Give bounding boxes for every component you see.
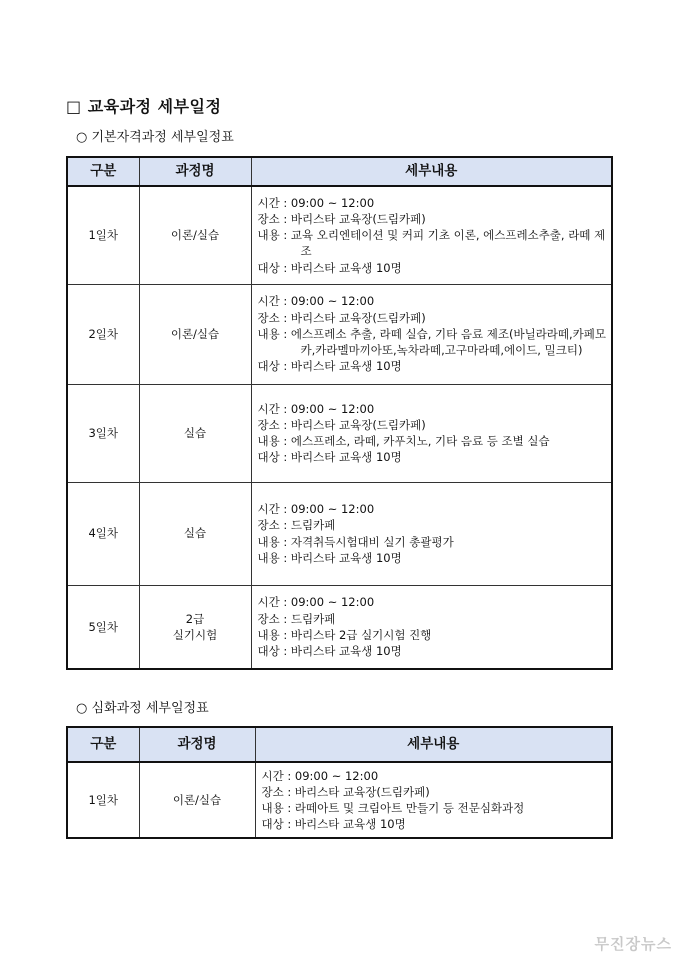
detail-line: 대상 : 바리스타 교육생 10명: [261, 817, 406, 832]
course-cell: 이론/실습: [139, 284, 251, 384]
detail-line: 시간 : 09:00 ~ 12:00: [257, 401, 375, 416]
section2-title: ○ 심화과정 세부일정표: [76, 701, 209, 716]
detail-line: 장소 : 바리스타 교육장(드림카페): [261, 784, 430, 799]
header-course-name: 과정명: [139, 727, 255, 762]
details-cell: [251, 482, 612, 585]
course-line: 2급: [185, 611, 205, 626]
detail-line: 장소 : 바리스타 교육장(드림카페): [257, 310, 426, 325]
header-category: 구분: [67, 157, 139, 186]
header-category: 구분: [67, 727, 139, 762]
day-cell: 2일차: [67, 284, 139, 384]
course-cell: 이론/실습: [139, 186, 251, 284]
table-row: [67, 482, 612, 585]
table-row: [67, 585, 612, 669]
table-row: [67, 186, 612, 284]
watermark-logo: 무진장뉴스: [594, 935, 672, 953]
details-cell: [251, 284, 612, 384]
detail-line: 시간 : 09:00 ~ 12:00: [257, 595, 375, 610]
detail-line: 장소 : 바리스타 교육장(드림카페): [257, 417, 426, 432]
table-row: [67, 762, 612, 838]
detail-line: 내용 : 에스프레소, 라떼, 카푸치노, 기타 음료 등 조별 실습: [257, 434, 550, 448]
detail-line: 장소 : 바리스타 교육장(드림카페): [257, 211, 426, 226]
table-header-row: [67, 157, 612, 186]
detail-line: 시간 : 09:00 ~ 12:00: [257, 195, 375, 210]
detail-line: 내용 : 자격취득시험대비 실기 총괄평가: [257, 534, 454, 549]
detail-line: 시간 : 09:00 ~ 12:00: [257, 502, 375, 517]
section1-title: ○ 기본자격과정 세부일정표: [76, 130, 234, 145]
header-details: 세부내용: [255, 727, 612, 762]
detail-line: 대상 : 바리스타 교육생 10명: [257, 359, 402, 374]
day-cell: 5일차: [67, 585, 139, 669]
detail-line: 시간 : 09:00 ~ 12:00: [261, 768, 379, 783]
day-cell: 1일차: [67, 186, 139, 284]
day-cell: 4일차: [67, 482, 139, 585]
detail-line: 대상 : 바리스타 교육생 10명: [257, 260, 402, 275]
course-cell: 실습: [139, 482, 251, 585]
details-cell: [255, 762, 612, 838]
details-cell: [251, 384, 612, 482]
page-heading: □ 교육과정 세부일정: [66, 97, 222, 116]
basic-course-schedule-table: [66, 156, 613, 670]
detail-line: 내용 : 교육 오리엔테이션 및 커피 기초 이론, 에스프레소추출, 라떼 제조: [257, 228, 606, 259]
day-cell: 3일차: [67, 384, 139, 482]
table-header-row: [67, 727, 612, 762]
detail-line: 대상 : 바리스타 교육생 10명: [257, 450, 402, 465]
table-row: [67, 284, 612, 384]
course-cell: 이론/실습: [139, 762, 255, 838]
header-details: 세부내용: [251, 157, 612, 186]
detail-line: 시간 : 09:00 ~ 12:00: [257, 294, 375, 309]
detail-line: 내용 : 바리스타 교육생 10명: [257, 550, 402, 565]
course-cell: [139, 585, 251, 669]
detail-line: 장소 : 드림카페: [257, 518, 336, 533]
detail-line: 내용 : 라떼아트 및 크림아트 만들기 등 전문심화과정: [261, 801, 525, 815]
detail-line: 내용 : 에스프레소 추출, 라떼 실습, 기타 음료 제조(바닐라라떼,카페모카,카라멜마끼아또,녹차라떼,고구마라떼,에이드, 밀크티): [257, 326, 607, 358]
advanced-course-schedule-table: [66, 726, 613, 839]
detail-line: 장소 : 드림카페: [257, 611, 336, 626]
header-course-name: 과정명: [139, 157, 251, 186]
day-cell: 1일차: [67, 762, 139, 838]
detail-line: 대상 : 바리스타 교육생 10명: [257, 643, 402, 658]
detail-line: 내용 : 바리스타 2급 실기시험 진행: [257, 627, 432, 642]
course-cell: 실습: [139, 384, 251, 482]
details-cell: [251, 186, 612, 284]
table-row: [67, 384, 612, 482]
details-cell: [251, 585, 612, 669]
course-line: 실기시험: [172, 627, 218, 642]
